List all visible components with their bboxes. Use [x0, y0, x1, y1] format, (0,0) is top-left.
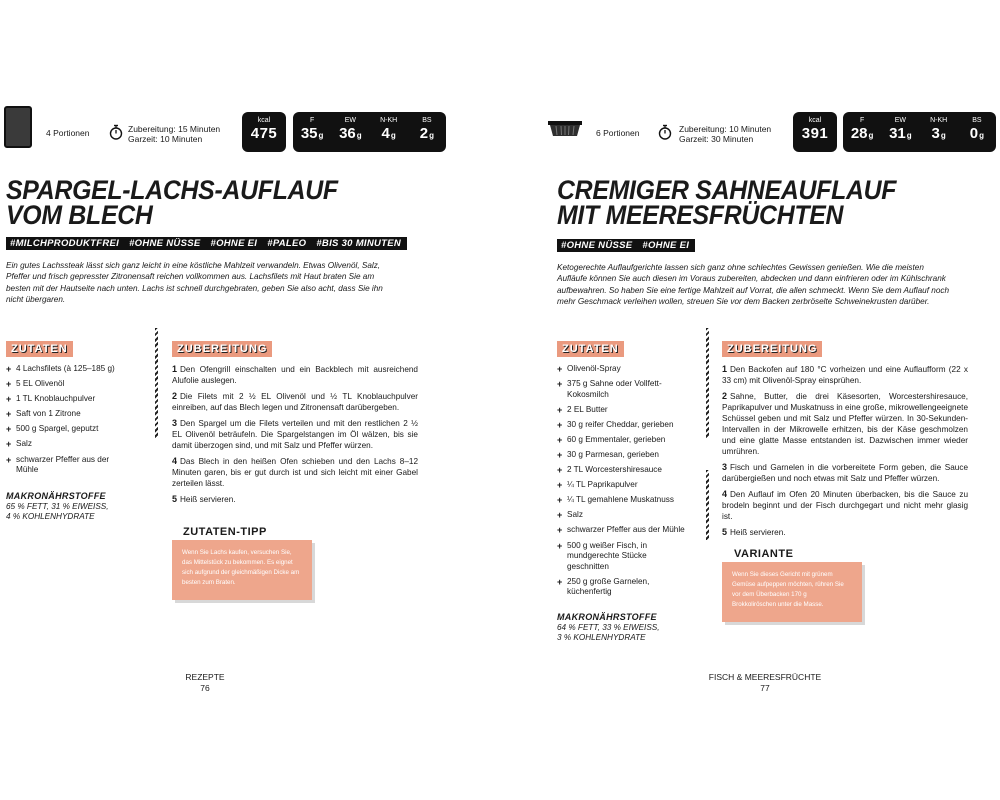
macro-fiber	[958, 112, 996, 152]
kcal-value: 391	[801, 125, 829, 142]
list-item: + 2 EL Butter	[557, 404, 608, 415]
step-number: 5	[172, 494, 178, 504]
portions-text: 6 Portionen	[596, 128, 640, 138]
step-list	[722, 364, 968, 543]
macro-label: EW	[344, 117, 357, 124]
step-item: 2 Sahne, Butter, die drei Käsesorten, Worcestershiresauce, Paprikapulver und Muskatnuss in eine große, mikrowellengeeignete Schüssel geben und mit Salz und Pfeffer würzen. In 30-Sekunden-Intervallen in der Mikrowelle erhitzen, bis der Käse geschmolzen und eine glatte Masse entstanden ist. Dazwischen immer wieder umrühren.	[722, 391, 968, 456]
macro-note-line: 65 % FETT, 31 % EIWEISS,	[6, 501, 109, 511]
step-number: 1	[172, 364, 178, 374]
plus-icon: +	[557, 379, 563, 390]
list-item: + 2 TL Worcestershiresauce	[557, 465, 662, 476]
macro-unit: g	[940, 131, 946, 140]
step-item: 2 Die Filets mit 2 ½ EL Olivenöl und ½ TL Knoblauchpulver einreiben, auf das Blech legen und Zitronensaft darübergeben.	[172, 391, 418, 412]
plus-icon: +	[6, 454, 12, 465]
list-item: + 375 g Sahne oder Vollfett-Kokosmilch	[557, 379, 662, 399]
plus-icon: +	[557, 449, 563, 460]
list-item: + 500 g weißer Fisch, in mundgerechte Stücke geschnitten	[557, 540, 648, 571]
macro-value: 4	[381, 125, 390, 142]
tag: #OHNE NÜSSE	[557, 239, 638, 252]
macro-unit: g	[356, 131, 362, 140]
page-number: 77	[760, 683, 770, 693]
ingredient-list	[557, 364, 687, 602]
macro-note-line: 64 % FETT, 33 % EIWEISS,	[557, 622, 660, 632]
macro-protein	[331, 112, 369, 152]
page-number: 76	[200, 683, 210, 693]
footer-section: FISCH & MEERESFRÜCHTE	[708, 672, 822, 682]
macro-value: 36	[339, 125, 356, 142]
macro-box	[293, 112, 446, 152]
macro-value: 0	[969, 125, 979, 142]
macro-label: N-KH	[380, 117, 398, 124]
plus-icon: +	[557, 419, 563, 430]
kcal-label: kcal	[257, 117, 271, 124]
column-divider	[706, 328, 709, 438]
step-item: 1 Den Ofengrill einschalten und ein Backblech mit ausreichend Alufolie auslegen.	[172, 364, 418, 385]
list-item: + 30 g reifer Cheddar, gerieben	[557, 419, 674, 430]
plus-icon: +	[6, 364, 12, 374]
list-item: + Saft von 1 Zitrone	[6, 409, 81, 420]
tag: #OHNE NÜSSE	[125, 237, 206, 250]
step-item: 5 Heiß servieren.	[172, 494, 236, 504]
kcal-box	[793, 112, 837, 152]
macro-unit: g	[906, 131, 912, 140]
step-number: 2	[722, 391, 728, 401]
macro-net-carbs	[370, 112, 408, 152]
list-item: + 250 g große Garnelen, küchenfertig	[557, 576, 650, 597]
macro-note-line: 3 % KOHLENHYDRATE	[557, 633, 646, 642]
plus-icon: +	[557, 364, 563, 374]
timer-icon	[109, 124, 123, 140]
step-item: 4 Das Blech in den heißen Ofen schieben und den Lachs 8–12 Minuten garen, bis er gut durch ist und sich leicht mit einer Gabel zerteilen lässt.	[172, 456, 418, 488]
step-item: 3 Fisch und Garnelen in die vorbereitete Form geben, die Sauce darübergießen und noch etwas mit Salz und Pfeffer würzen.	[722, 462, 968, 483]
casserole-dish-icon	[548, 121, 582, 137]
macro-note-line: 4 % KOHLENHYDRATE	[6, 512, 95, 521]
baking-sheet-icon	[4, 106, 32, 148]
step-number: 2	[172, 391, 178, 401]
prep-time: Zubereitung: 10 Minuten	[679, 124, 772, 134]
macro-note	[6, 491, 146, 523]
intro-text: Ketogerechte Auflaufgerichte lassen sich ganz ohne schlechtes Gewissen genießen. Wie die meisten Aufläufe können Sie auch diesen im Voraus zubereiten, abdecken und dann einfrieren oder im Kühlschrank aufbewahren. So haben Sie eine fertige Mahlzeit auf Vorrat, die allen schmeckt. Wenn Sie dem Auflauf noch mehr Geschmack verleihen wollen, streuen Sie vor dem Backen zerbröselte Schweinekrusten darüber.	[557, 263, 950, 306]
ingredients-heading: ZUTATEN	[557, 341, 624, 357]
plus-icon: +	[557, 525, 563, 536]
plus-icon: +	[557, 404, 563, 415]
tip-heading: ZUTATEN-TIPP	[183, 526, 267, 538]
macro-value: 31	[889, 125, 906, 142]
step-number: 3	[172, 418, 178, 428]
plus-icon: +	[557, 495, 563, 506]
title-line-1: SPARGEL-LACHS-AUFLAUF	[6, 175, 338, 205]
step-item: 5 Heiß servieren.	[722, 527, 786, 537]
plus-icon: +	[557, 540, 563, 551]
macro-unit: g	[390, 131, 396, 140]
macro-value: 35	[300, 125, 318, 142]
list-item: + Salz	[6, 439, 32, 450]
plus-icon: +	[557, 434, 563, 445]
step-item: 3 Den Spargel um die Filets verteilen und mit den restlichen 2 ½ EL Olivenöl beträufeln. Die Spargelstangen im Öl wälzen, bis sie damit überzogen sind, und mit Salz und Pfeffer würzen.	[172, 418, 418, 450]
tag: #BIS 30 MINUTEN	[312, 237, 407, 250]
tip-heading: VARIANTE	[734, 548, 794, 560]
prep-time: Zubereitung: 15 Minuten	[128, 124, 221, 134]
cook-time: Garzeit: 30 Minuten	[679, 134, 754, 144]
macro-net-carbs	[920, 112, 958, 152]
macro-label: BS	[422, 117, 432, 124]
macro-protein	[881, 112, 919, 152]
plus-icon: +	[557, 576, 563, 587]
column-divider	[155, 328, 158, 438]
ingredients-heading: ZUTATEN	[6, 341, 73, 357]
plus-icon: +	[557, 480, 563, 491]
tag: #PALEO	[263, 237, 312, 250]
macro-value: 3	[931, 125, 940, 142]
step-number: 1	[722, 364, 728, 374]
list-item: + 60 g Emmentaler, gerieben	[557, 434, 666, 445]
plus-icon: +	[6, 409, 12, 420]
list-item: + 4 Lachsfilets (à 125–185 g)	[6, 364, 115, 374]
macro-box	[843, 112, 996, 152]
list-item: + 1 TL Knoblauchpulver	[6, 394, 96, 405]
macro-label: N-KH	[930, 117, 948, 124]
footer-section: REZEPTE	[185, 672, 225, 682]
macro-label: BS	[972, 117, 982, 124]
macro-fiber	[408, 112, 446, 152]
macro-note	[557, 612, 697, 644]
timer-icon	[658, 124, 672, 140]
list-item: + 30 g Parmesan, gerieben	[557, 449, 659, 460]
step-number: 5	[722, 527, 728, 537]
macro-unit: g	[429, 131, 434, 140]
tag: #MILCHPRODUKTFREI	[6, 237, 125, 250]
macro-note-heading: MAKRONÄHRSTOFFE	[6, 491, 106, 501]
macro-value: 28	[850, 125, 868, 142]
recipe-title	[6, 175, 338, 230]
tag: #OHNE EI	[638, 239, 695, 252]
tip-box: Wenn Sie Lachs kaufen, versuchen Sie, das Mittelstück zu bekommen. Es eignet sich aufgrund der gleichmäßigen Dicke am besten zum Braten.	[172, 540, 312, 600]
list-item: + 5 EL Olivenöl	[6, 379, 65, 390]
step-number: 3	[722, 462, 728, 472]
title-line-2: VOM BLECH	[6, 200, 153, 230]
step-item: 4 Den Auflauf im Ofen 20 Minuten überbacken, bis die Sauce zu brodeln beginnt und der Fisch durchgegart und nicht mehr glasig ist.	[722, 489, 968, 521]
portions-text: 4 Portionen	[46, 128, 90, 138]
list-item: + schwarzer Pfeffer aus der Mühle	[6, 454, 110, 475]
time-info	[128, 124, 220, 144]
page-footer	[695, 672, 835, 694]
column-divider	[706, 470, 709, 540]
plus-icon: +	[6, 379, 12, 390]
macro-fat	[293, 112, 331, 152]
tag-list	[557, 239, 695, 252]
macro-fat	[843, 112, 881, 152]
page-footer	[160, 672, 250, 694]
list-item: + Olivenöl-Spray	[557, 364, 621, 374]
macro-note-heading: MAKRONÄHRSTOFFE	[557, 612, 657, 622]
list-item: + Salz	[557, 510, 583, 521]
time-info	[679, 124, 771, 144]
title-line-2: MIT MEERESFRÜCHTEN	[557, 200, 844, 230]
macro-value: 2	[419, 125, 429, 142]
list-item: + schwarzer Pfeffer aus der Mühle	[557, 525, 685, 536]
ingredient-list	[6, 364, 126, 480]
plus-icon: +	[557, 465, 563, 476]
step-number: 4	[722, 489, 728, 499]
list-item: + ¼ TL Paprikapulver	[557, 480, 638, 491]
plus-icon: +	[557, 510, 563, 521]
right-page	[500, 0, 1000, 800]
recipe-title	[557, 175, 897, 230]
step-list	[172, 364, 418, 510]
macro-label: EW	[894, 117, 907, 124]
macro-label: F	[859, 117, 865, 124]
macro-unit: g	[868, 131, 874, 140]
title-line-1: CREMIGER SAHNEAUFLAUF	[557, 175, 897, 205]
kcal-value: 475	[250, 125, 278, 142]
tag: #OHNE EI	[206, 237, 263, 250]
tag-list	[6, 237, 407, 250]
macro-label: F	[309, 117, 315, 124]
cook-time: Garzeit: 10 Minuten	[128, 134, 203, 144]
steps-heading: ZUBEREITUNG	[722, 341, 822, 357]
step-number: 4	[172, 456, 178, 466]
tip-box: Wenn Sie dieses Gericht mit grünem Gemüse aufpeppen möchten, rühren Sie vor dem Überbacken 170 g Brokkoliröschen unter die Masse.	[722, 562, 862, 622]
steps-heading: ZUBEREITUNG	[172, 341, 272, 357]
list-item: + ¼ TL gemahlene Muskatnuss	[557, 495, 674, 506]
step-item: 1 Den Backofen auf 180 °C vorheizen und eine Auflaufform (22 x 33 cm) mit Olivenöl-Spray einsprühen.	[722, 364, 968, 385]
macro-unit: g	[979, 131, 984, 140]
plus-icon: +	[6, 394, 12, 405]
plus-icon: +	[6, 424, 12, 435]
macro-unit: g	[318, 131, 324, 140]
plus-icon: +	[6, 439, 12, 450]
list-item: + 500 g Spargel, geputzt	[6, 424, 99, 435]
kcal-label: kcal	[808, 117, 822, 124]
intro-text: Ein gutes Lachssteak lässt sich ganz leicht in eine köstliche Mahlzeit verwandeln. Etwas Olivenöl, Salz, Pfeffer und frisch gepresster Zitronensaft reichen vollkommen aus. Lachsfilets mit Haut braten Sie am besten mit der Hautseite nach unten. Lachs ist schnell durchgebraten, geben Sie also acht, dass Sie ihn nicht übergaren.	[6, 261, 383, 304]
kcal-box	[242, 112, 286, 152]
